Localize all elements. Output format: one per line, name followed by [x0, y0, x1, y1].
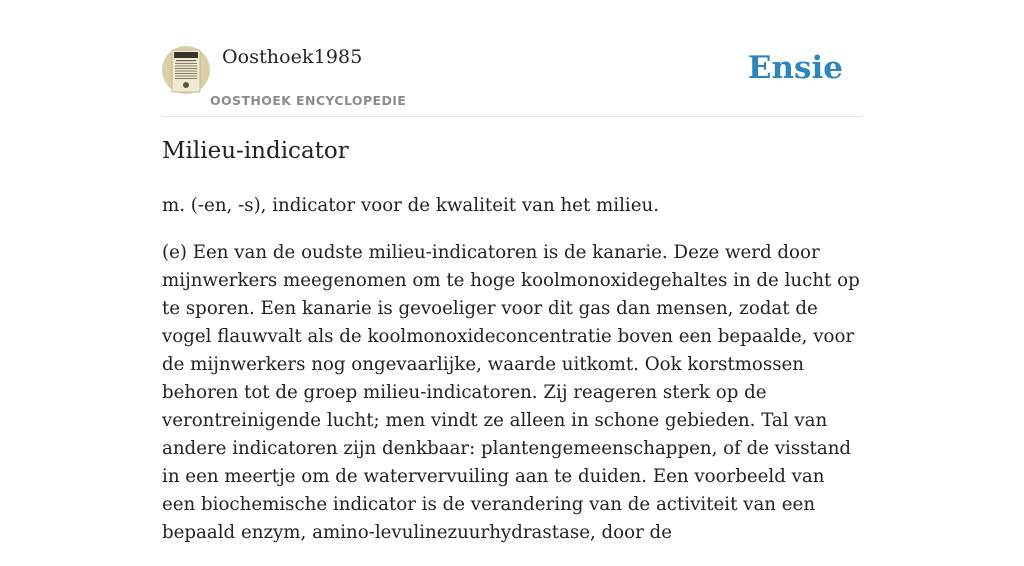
brand-logo[interactable]: Ensie — [747, 50, 843, 86]
source-label: OOSTHOEK ENCYCLOPEDIE — [210, 93, 407, 108]
author-name[interactable]: Oosthoek1985 — [222, 46, 363, 68]
author-header — [162, 44, 862, 117]
page-title: Milieu-indicator — [162, 138, 349, 164]
author-avatar[interactable] — [162, 46, 210, 94]
definition-text: m. (-en, -s), indicator voor de kwaliteit van het milieu. — [162, 195, 659, 216]
article-body — [162, 192, 862, 566]
article-paragraph: (e) Een van de oudste milieu-indicatoren is de kanarie. Deze werd door mijnwerkers meegenomen om te hoge koolmonoxidegehaltes in de lucht op te sporen. Een kanarie is gevoeliger voor dit gas dan mensen, zodat de vogel flauwvalt als de koolmonoxideconcentratie boven een bepaalde, voor de mijnwerkers nog ongevaarlijke, waarde uitkomt. Ook korstmossen behoren tot de groep milieu-indicatoren. Zij reageren sterk op de verontreinigende lucht; men vindt ze alleen in schone gebieden. Tal van andere indicatoren zijn denkbaar: plantengemeenschappen, of de visstand in een meertje om de watervervuiling aan te duiden. Een voorbeeld van een biochemische indicator is de verandering van de activiteit van een bepaald enzym, amino-levulinezuurhydrastase, door de — [162, 242, 860, 543]
book-cover-icon — [162, 46, 210, 94]
